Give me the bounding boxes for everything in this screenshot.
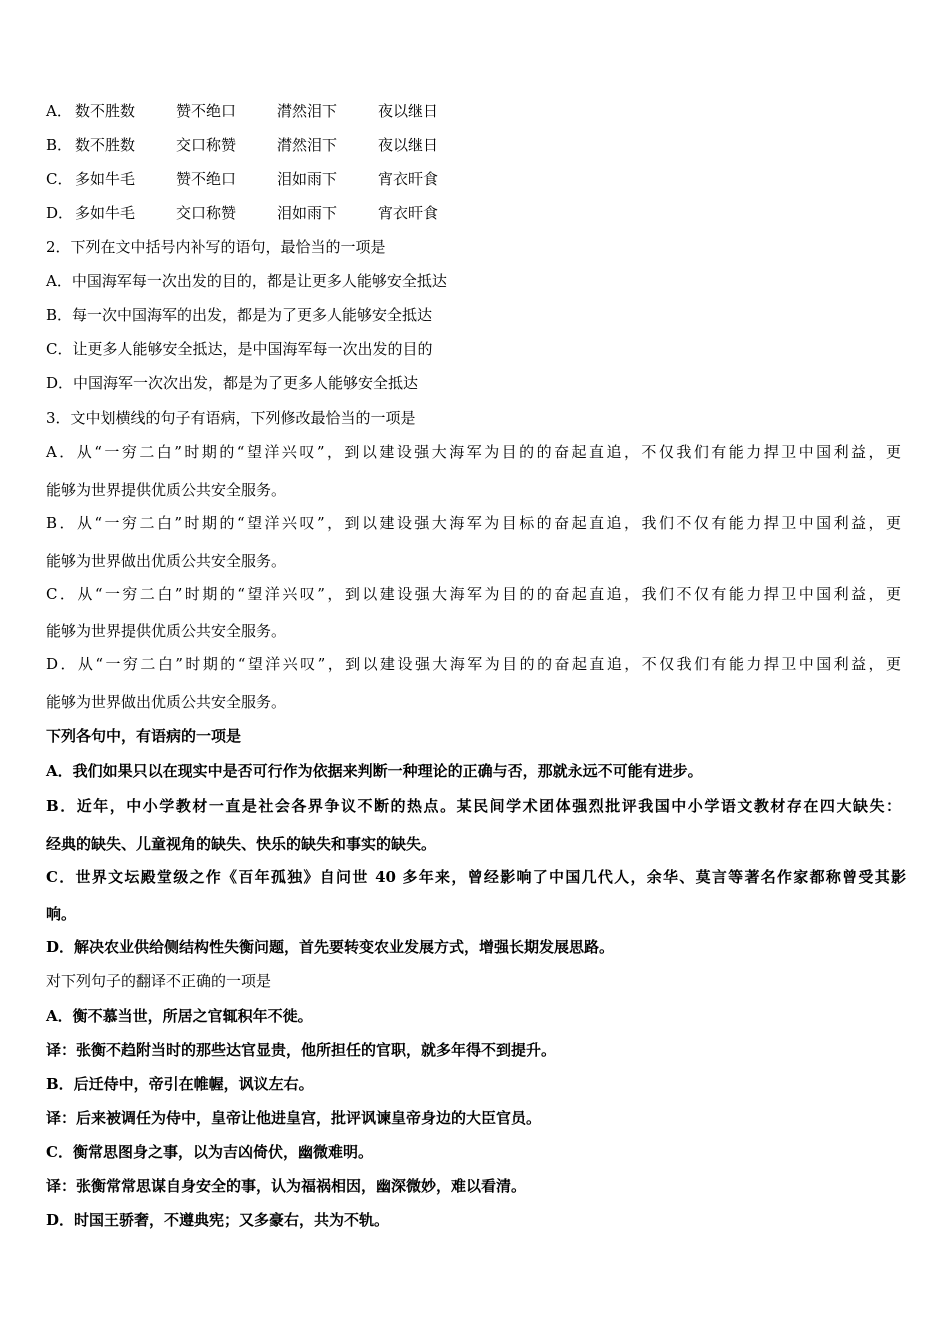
q5-translation-b: 译：后来被调任为侍中，皇帝让他进皇宫，批评讽谏皇帝身边的大臣官员。 — [46, 1109, 542, 1127]
q1-option-d: D． 多如牛毛 交口称赞 泪如雨下 宵衣旰食 — [46, 204, 439, 222]
q3-option-a: A．从“一穷二白”时期的“望洋兴叹”，到以建设强大海军为目的的奋起直追，不仅我们有能力捍卫中国利益，更 — [46, 443, 901, 461]
q5-option-a: A．衡不慕当世，所居之官辄积年不徙。 — [46, 1007, 313, 1025]
q1-option-c: C． 多如牛毛 赞不绝口 泪如雨下 宵衣旰食 — [46, 170, 439, 188]
q5-option-d: D．时国王骄奢，不遵典宪；又多豪右，共为不轨。 — [46, 1211, 390, 1229]
q3-option-d: D．从“一穷二白”时期的“望洋兴叹”，到以建设强大海军为目的的奋起直追，不仅我们有能力捍卫中国利益，更 — [46, 655, 901, 673]
q2-option-d: D．中国海军一次次出发，都是为了更多人能够安全抵达 — [46, 374, 419, 392]
q2-stem: 2．下列在文中括号内补写的语句，最恰当的一项是 — [46, 238, 386, 256]
q2-option-c: C．让更多人能够安全抵达，是中国海军每一次出发的目的 — [46, 340, 433, 358]
q5-option-c: C．衡常思图身之事，以为吉凶倚伏，幽微难明。 — [46, 1143, 373, 1161]
q3-option-d-cont: 能够为世界做出优质公共安全服务。 — [46, 693, 287, 711]
q3-option-b: B．从“一穷二白”时期的“望洋兴叹”，到以建设强大海军为目标的奋起直追，我们不仅有能力捍卫中国利益，更 — [46, 514, 901, 532]
q1-option-b: B． 数不胜数 交口称赞 潸然泪下 夜以继日 — [46, 136, 439, 154]
q4-option-c-cont: 响。 — [46, 905, 77, 923]
q1-option-a: A． 数不胜数 赞不绝口 潸然泪下 夜以继日 — [46, 102, 439, 120]
q3-stem: 3．文中划横线的句子有语病，下列修改最恰当的一项是 — [46, 409, 416, 427]
q3-option-a-cont: 能够为世界提供优质公共安全服务。 — [46, 481, 287, 499]
q5-translation-a: 译：张衡不趋附当时的那些达官显贵，他所担任的官职，就多年得不到提升。 — [46, 1041, 557, 1059]
q3-option-c-cont: 能够为世界提供优质公共安全服务。 — [46, 622, 287, 640]
q3-option-b-cont: 能够为世界做出优质公共安全服务。 — [46, 552, 287, 570]
q5-translation-c: 译：张衡常常思谋自身安全的事，认为福祸相因，幽深微妙，难以看清。 — [46, 1177, 527, 1195]
q5-stem: 对下列句子的翻译不正确的一项是 — [46, 972, 272, 990]
q5-option-b: B．后迁侍中，帝引在帷幄，讽议左右。 — [46, 1075, 314, 1093]
q4-option-d: D．解决农业供给侧结构性失衡问题，首先要转变农业发展方式，增强长期发展思路。 — [46, 938, 615, 956]
q2-option-a: A．中国海军每一次出发的目的，都是让更多人能够安全抵达 — [46, 272, 447, 290]
q4-option-a: A．我们如果只以在现实中是否可行作为依据来判断一种理论的正确与否，那就永远不可能有进步。 — [46, 762, 703, 780]
q4-option-c: C．世界文坛殿堂级之作《百年孤独》自问世 40 多年来，曾经影响了中国几代人，余华、莫言等著名作家都称曾受其影 — [46, 868, 906, 886]
q3-option-c: C．从“一穷二白”时期的“望洋兴叹”，到以建设强大海军为目的的奋起直追，我们不仅有能力捍卫中国利益，更 — [46, 585, 901, 603]
q4-stem: 下列各句中，有语病的一项是 — [46, 727, 242, 745]
q4-option-b: B．近年，中小学教材一直是社会各界争议不断的热点。某民间学术团体强烈批评我国中小学语文教材存在四大缺失： — [46, 797, 901, 815]
q2-option-b: B．每一次中国海军的出发，都是为了更多人能够安全抵达 — [46, 306, 433, 324]
q4-option-b-cont: 经典的缺失、儿童视角的缺失、快乐的缺失和事实的缺失。 — [46, 835, 437, 853]
